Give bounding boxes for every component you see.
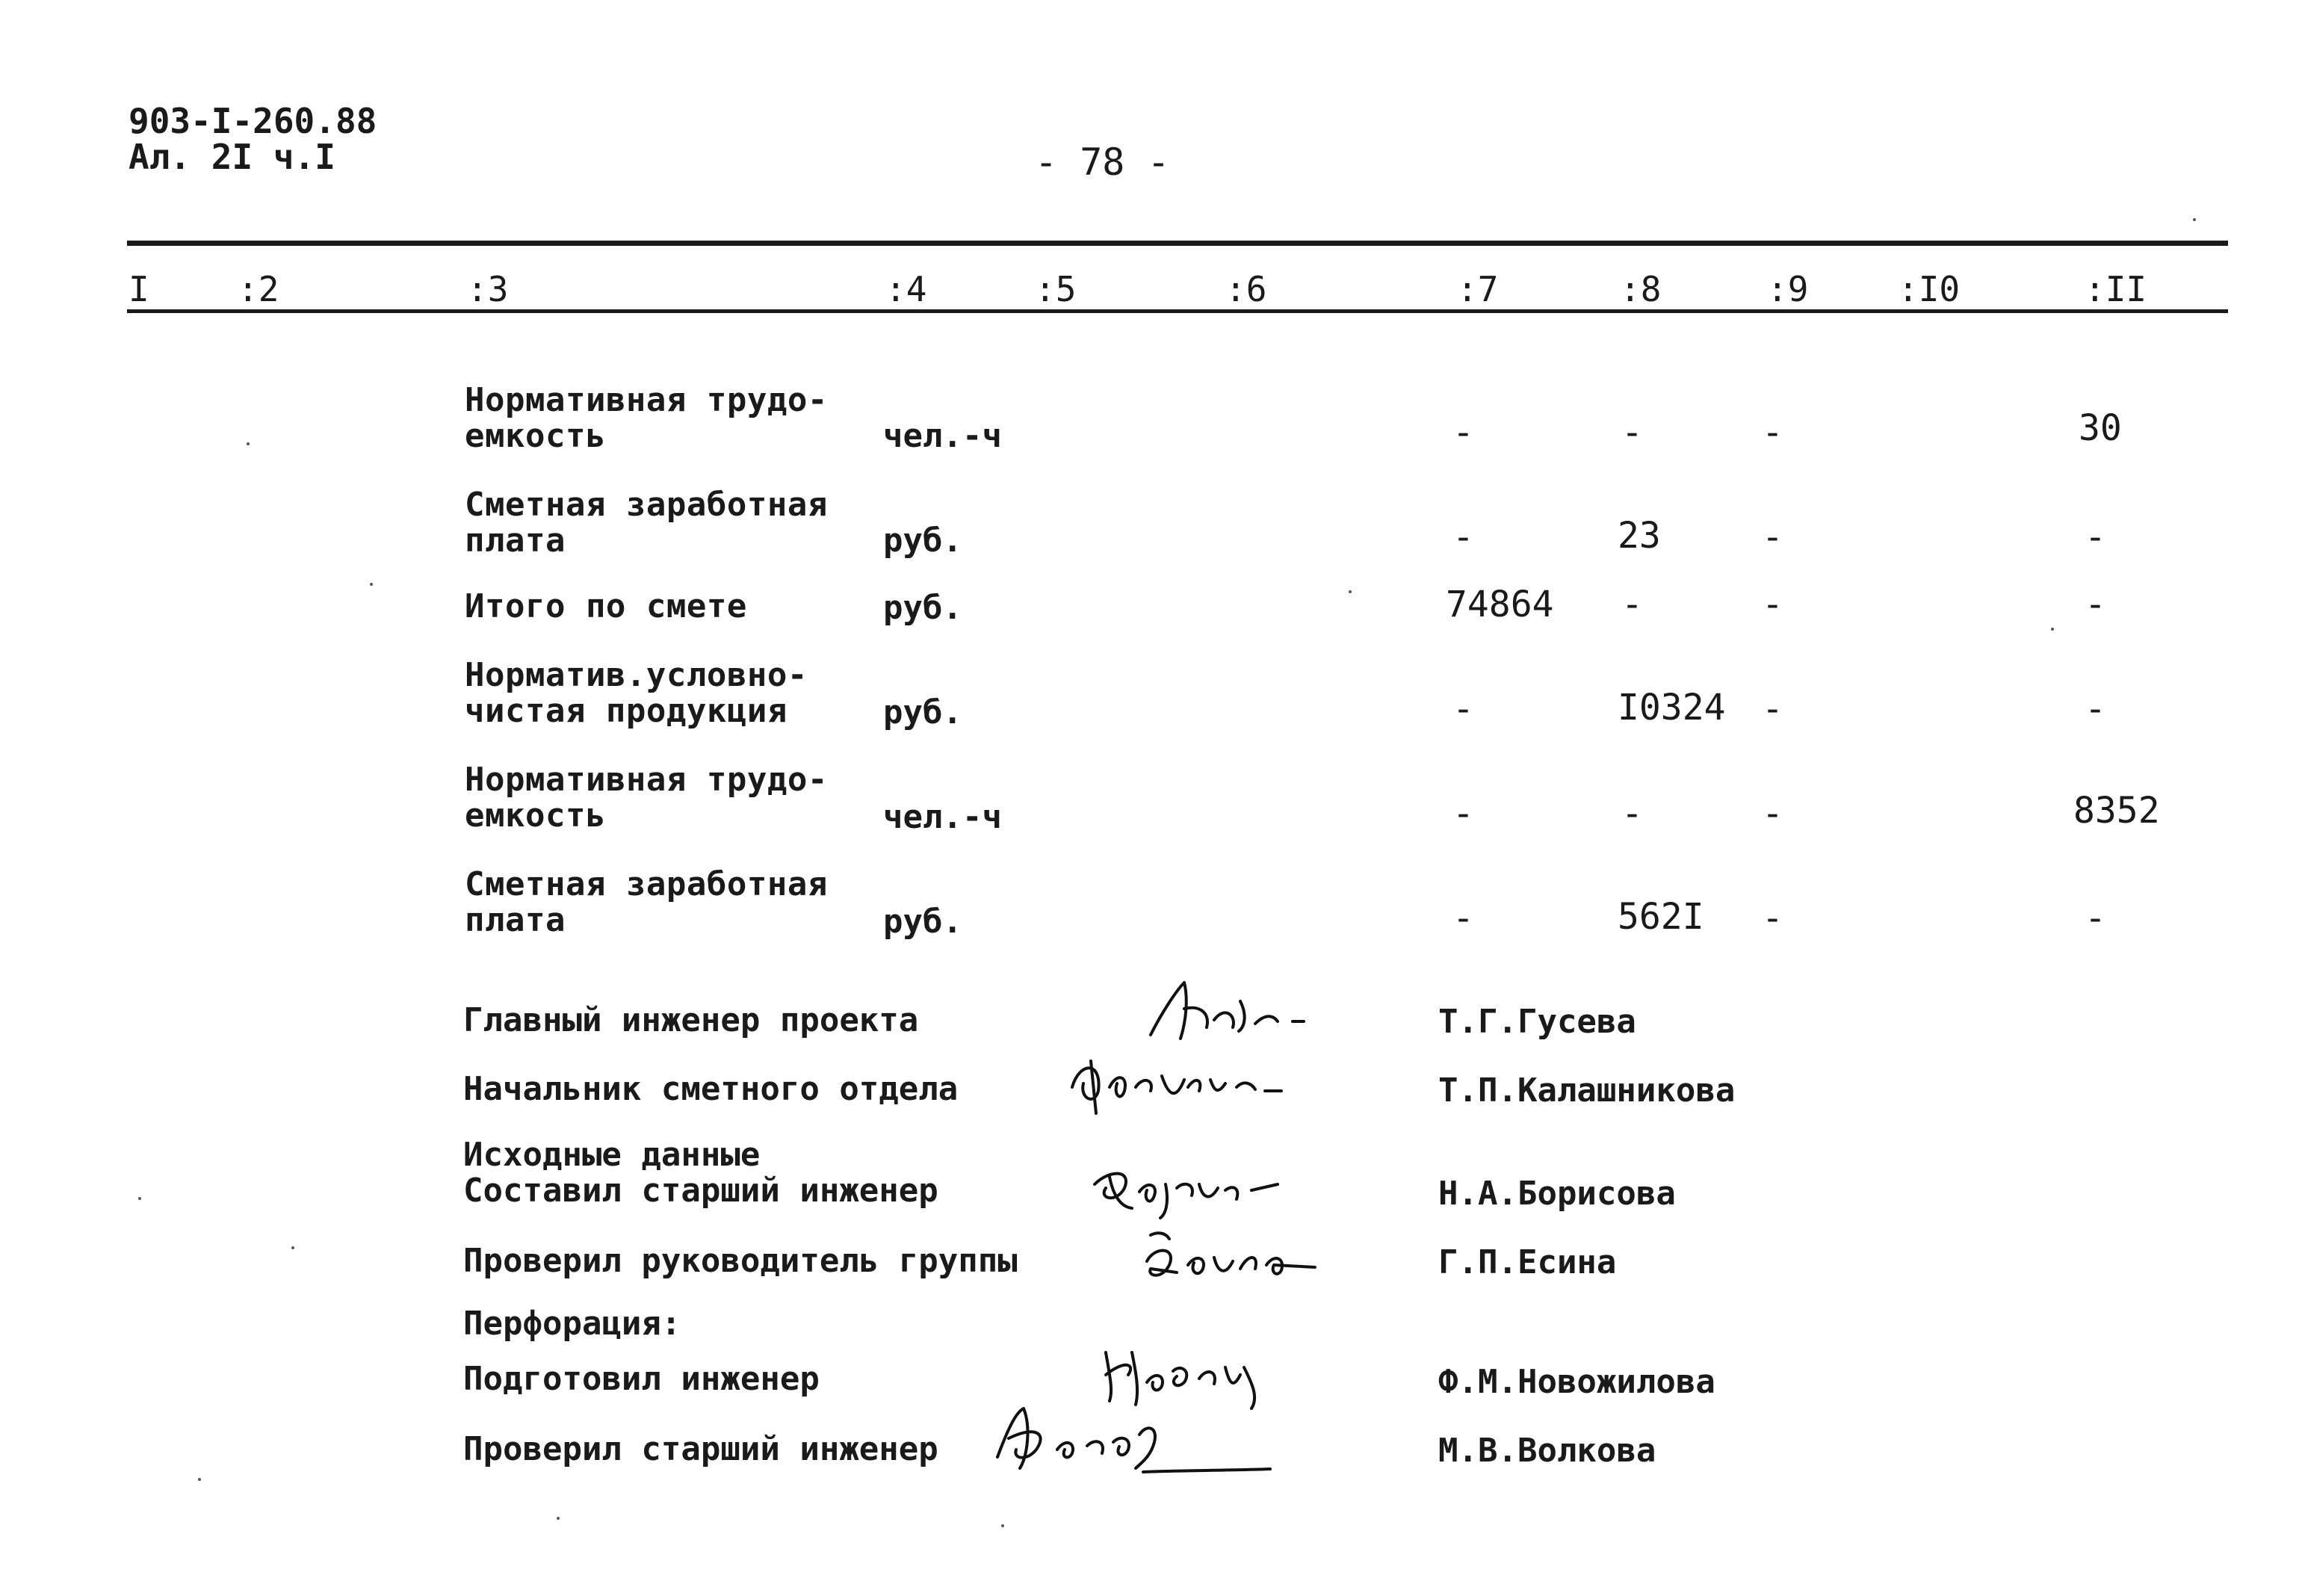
row-label-line2: плата (465, 522, 566, 560)
row-value-col8: - (1621, 584, 1643, 625)
signature-role: Проверил старший инженер (463, 1430, 938, 1468)
row-value-col9: - (1762, 897, 1783, 939)
row-value-col8: - (1621, 793, 1643, 835)
row-unit: руб. (883, 693, 962, 732)
row-value-col9: - (1762, 793, 1783, 835)
sheet-label: Ал. 2I ч.I (129, 137, 335, 177)
row-value-col9: - (1762, 584, 1783, 625)
row-value-col11: - (2085, 516, 2106, 558)
signature-role: Начальник сметного отдела (463, 1070, 959, 1108)
header-top-rule (127, 241, 2228, 246)
row-value-col7: - (1452, 897, 1474, 939)
header-bottom-rule (127, 309, 2228, 313)
scan-speck (247, 442, 250, 445)
signature-role: Подготовил инженер (463, 1360, 820, 1398)
signature-role: Главный инженер проекта (463, 1001, 919, 1039)
scan-speck (2051, 628, 2054, 631)
row-unit: руб. (883, 589, 962, 627)
column-header-7: :7 (1457, 269, 1499, 309)
row-value-col11: 30 (2079, 407, 2122, 449)
column-header-4: :4 (885, 269, 927, 309)
row-value-col7: 74864 (1446, 584, 1554, 625)
section-label: Перфорация: (463, 1305, 681, 1343)
column-header-3: :3 (467, 269, 509, 309)
row-label-line1: Сметная заработная (465, 486, 828, 524)
row-label-line2: плата (465, 901, 566, 939)
signature-role: Составил старший инженер (463, 1172, 938, 1210)
scan-speck (291, 1246, 294, 1249)
row-label-line1: Нормативная трудо- (465, 381, 828, 419)
scan-speck (1001, 1524, 1004, 1527)
scan-speck (2193, 218, 2196, 221)
row-value-col8: I0324 (1618, 687, 1726, 729)
handwritten-signature (1136, 1224, 1330, 1291)
scan-speck (1349, 590, 1352, 593)
row-value-col7: - (1452, 412, 1474, 454)
handwritten-signature (1065, 1046, 1289, 1121)
row-unit: чел.-ч (883, 417, 1002, 455)
row-label-line2: емкость (465, 797, 606, 835)
row-value-col11: - (2085, 897, 2106, 939)
scan-speck (370, 583, 373, 586)
document-code: 903-I-260.88 (129, 101, 377, 141)
row-label-line1: Итого по смете (465, 587, 747, 625)
signature-pre-label: Исходные данные (463, 1136, 761, 1174)
row-value-col9: - (1762, 412, 1783, 454)
row-value-col9: - (1762, 516, 1783, 558)
signature-name: Т.Г.Гусева (1438, 1003, 1636, 1041)
scan-speck (198, 1478, 201, 1481)
row-value-col7: - (1452, 688, 1474, 730)
column-header-6: :6 (1225, 269, 1267, 309)
row-label-line2: емкость (465, 417, 606, 455)
row-value-col7: - (1452, 516, 1474, 558)
signature-role: Проверил руководитель группы (463, 1242, 1018, 1280)
row-unit: чел.-ч (883, 798, 1002, 836)
row-label-line1: Норматив.условно- (465, 656, 808, 694)
handwritten-signature (1087, 1154, 1289, 1222)
column-header-11: :II (2085, 269, 2147, 309)
column-header-10: :I0 (1898, 269, 1961, 309)
row-unit: руб. (883, 903, 962, 941)
scan-speck (138, 1197, 141, 1200)
page-number: - 78 - (1035, 140, 1170, 184)
signature-name: Н.А.Борисова (1438, 1175, 1676, 1213)
column-header-9: :9 (1767, 269, 1809, 309)
row-label-line1: Нормативная трудо- (465, 761, 828, 799)
signature-name: Ф.М.Новожилова (1438, 1363, 1715, 1401)
row-value-col7: - (1452, 793, 1474, 835)
signature-name: Т.П.Калашникова (1438, 1071, 1736, 1110)
column-header-2: :2 (238, 269, 279, 309)
scan-speck (557, 1517, 560, 1520)
row-value-col9: - (1762, 688, 1783, 730)
signature-name: Г.П.Есина (1438, 1243, 1617, 1281)
row-value-col11: - (2085, 688, 2106, 730)
row-label-line2: чистая продукция (465, 692, 788, 730)
row-unit: руб. (883, 522, 962, 560)
row-value-col8: - (1621, 412, 1643, 454)
row-value-col8: 23 (1618, 515, 1661, 557)
column-header-1: I (129, 269, 149, 309)
handwritten-signature (1143, 975, 1315, 1057)
row-value-col11: 8352 (2073, 790, 2160, 832)
row-value-col11: - (2085, 584, 2106, 625)
row-label-line1: Сметная заработная (465, 865, 828, 903)
column-header-8: :8 (1620, 269, 1662, 309)
row-value-col8: 562I (1618, 896, 1704, 938)
signature-name: М.В.Волкова (1438, 1432, 1656, 1470)
handwritten-signature (986, 1397, 1285, 1479)
column-header-5: :5 (1035, 269, 1077, 309)
